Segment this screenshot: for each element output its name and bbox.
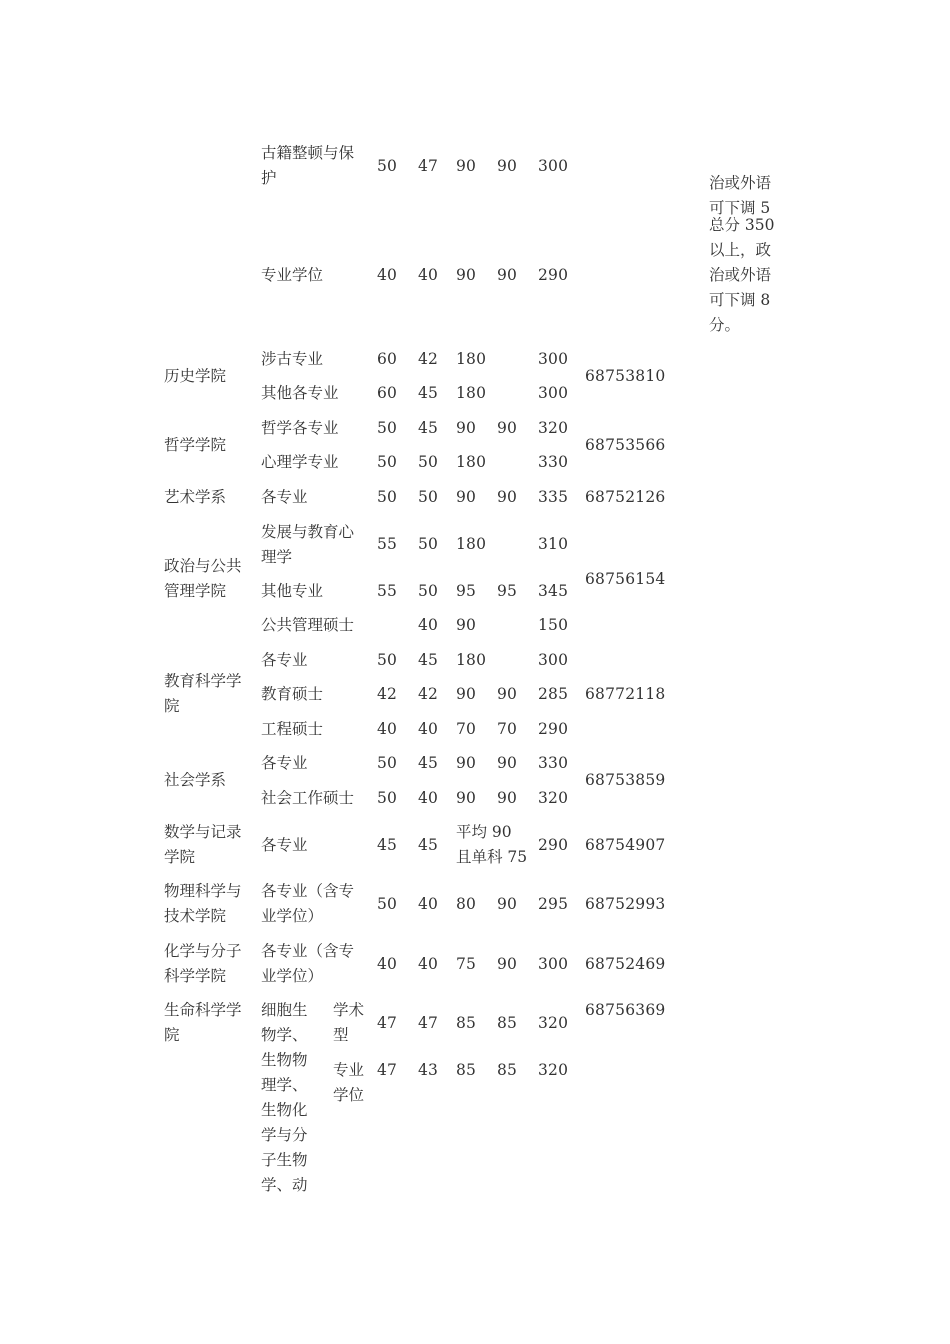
major-name: 学与分 xyxy=(261,1126,308,1144)
score-politics: 50 xyxy=(377,488,398,506)
major-name: 其他各专业 xyxy=(261,384,339,402)
score-subject-1: 90 xyxy=(456,616,477,634)
degree-type: 型 xyxy=(333,1026,349,1044)
score-total: 295 xyxy=(538,895,569,913)
department-phone: 68772118 xyxy=(585,685,666,703)
score-subject-1: 70 xyxy=(456,720,477,738)
department-name: 化学与分子 xyxy=(164,942,242,960)
score-total: 310 xyxy=(538,535,569,553)
department-name: 物理科学与 xyxy=(164,882,242,900)
score-politics: 55 xyxy=(377,535,398,553)
score-average-note: 平均 90 xyxy=(456,823,512,841)
degree-type: 专业 xyxy=(333,1061,365,1079)
department-name: 科学学院 xyxy=(164,967,227,985)
major-name: 古籍整顿与保 xyxy=(261,144,355,162)
major-name: 心理学专业 xyxy=(261,453,339,471)
score-total: 290 xyxy=(538,836,569,854)
department-phone: 68752469 xyxy=(585,955,666,973)
score-politics: 42 xyxy=(377,685,398,703)
major-name: 各专业 xyxy=(261,488,308,506)
score-subject-2: 90 xyxy=(497,895,518,913)
department-name: 历史学院 xyxy=(164,367,227,385)
score-foreign-language: 45 xyxy=(418,384,439,402)
score-total: 300 xyxy=(538,157,569,175)
department-phone: 68752993 xyxy=(585,895,666,913)
department-phone: 68756154 xyxy=(585,570,666,588)
note-text: 治或外语 xyxy=(709,174,772,192)
score-politics: 45 xyxy=(377,836,398,854)
major-name: 各专业（含专 xyxy=(261,942,355,960)
major-name: 各专业（含专 xyxy=(261,882,355,900)
department-name: 哲学学院 xyxy=(164,436,227,454)
department-name: 数学与记录 xyxy=(164,823,242,841)
score-subject-1: 80 xyxy=(456,895,477,913)
note-text: 治或外语 xyxy=(709,266,772,284)
score-subject-1: 90 xyxy=(456,789,477,807)
score-foreign-language: 47 xyxy=(418,1014,439,1032)
major-name: 专业学位 xyxy=(261,266,324,284)
score-politics: 40 xyxy=(377,720,398,738)
score-foreign-language: 43 xyxy=(418,1061,439,1079)
department-name: 学院 xyxy=(164,848,196,866)
score-foreign-language: 40 xyxy=(418,720,439,738)
major-name: 生物化 xyxy=(261,1101,308,1119)
score-total: 150 xyxy=(538,616,569,634)
score-total: 320 xyxy=(538,1014,569,1032)
score-average-note: 且单科 75 xyxy=(456,848,528,866)
score-foreign-language: 40 xyxy=(418,266,439,284)
score-total: 320 xyxy=(538,789,569,807)
department-phone: 68752126 xyxy=(585,488,666,506)
score-subject-2: 95 xyxy=(497,582,518,600)
major-name: 其他专业 xyxy=(261,582,324,600)
note-text: 以上，政 xyxy=(709,241,772,259)
score-subject-1: 85 xyxy=(456,1061,477,1079)
major-name: 工程硕士 xyxy=(261,720,324,738)
score-total: 290 xyxy=(538,720,569,738)
major-name: 哲学各专业 xyxy=(261,419,339,437)
score-total: 330 xyxy=(538,453,569,471)
score-subject-1: 90 xyxy=(456,685,477,703)
department-phone: 68753810 xyxy=(585,367,666,385)
score-subject-2: 85 xyxy=(497,1014,518,1032)
score-politics: 50 xyxy=(377,895,398,913)
major-name: 公共管理硕士 xyxy=(261,616,355,634)
score-subject-2: 85 xyxy=(497,1061,518,1079)
score-foreign-language: 40 xyxy=(418,895,439,913)
score-politics: 60 xyxy=(377,350,398,368)
score-total: 335 xyxy=(538,488,569,506)
score-foreign-language: 40 xyxy=(418,955,439,973)
score-foreign-language: 50 xyxy=(418,582,439,600)
score-foreign-language: 47 xyxy=(418,157,439,175)
score-subject-1: 180 xyxy=(456,384,487,402)
major-name: 子生物 xyxy=(261,1151,308,1169)
score-politics: 47 xyxy=(377,1014,398,1032)
score-total: 320 xyxy=(538,1061,569,1079)
degree-type: 学术 xyxy=(333,1001,365,1019)
department-name: 教育科学学 xyxy=(164,672,242,690)
score-subject-2: 90 xyxy=(497,685,518,703)
score-foreign-language: 45 xyxy=(418,651,439,669)
score-foreign-language: 42 xyxy=(418,685,439,703)
major-name: 细胞生 xyxy=(261,1001,308,1019)
degree-type: 学位 xyxy=(333,1086,365,1104)
department-phone: 68753566 xyxy=(585,436,666,454)
department-name: 政治与公共 xyxy=(164,557,242,575)
major-name: 各专业 xyxy=(261,754,308,772)
score-politics: 50 xyxy=(377,789,398,807)
score-politics: 40 xyxy=(377,266,398,284)
major-name: 业学位） xyxy=(261,967,324,985)
score-total: 285 xyxy=(538,685,569,703)
score-politics: 50 xyxy=(377,453,398,471)
department-name: 社会学系 xyxy=(164,771,227,789)
score-total: 300 xyxy=(538,651,569,669)
score-subject-2: 90 xyxy=(497,488,518,506)
score-foreign-language: 45 xyxy=(418,419,439,437)
note-text: 可下调 8 xyxy=(709,291,771,309)
score-subject-1: 85 xyxy=(456,1014,477,1032)
major-name: 理学、 xyxy=(261,1076,308,1094)
note-text: 分。 xyxy=(709,316,741,334)
score-total: 300 xyxy=(538,384,569,402)
department-name: 院 xyxy=(164,1026,180,1044)
department-phone: 68754907 xyxy=(585,836,666,854)
score-subject-1: 90 xyxy=(456,157,477,175)
major-name: 业学位） xyxy=(261,907,324,925)
score-subject-1: 95 xyxy=(456,582,477,600)
major-name: 发展与教育心 xyxy=(261,523,355,541)
score-foreign-language: 50 xyxy=(418,453,439,471)
score-subject-1: 180 xyxy=(456,453,487,471)
score-subject-2: 90 xyxy=(497,419,518,437)
score-politics: 60 xyxy=(377,384,398,402)
score-subject-2: 70 xyxy=(497,720,518,738)
department-name: 技术学院 xyxy=(164,907,227,925)
score-foreign-language: 50 xyxy=(418,535,439,553)
department-name: 管理学院 xyxy=(164,582,227,600)
note-text: 可下调 5 xyxy=(709,199,771,217)
major-name: 生物物 xyxy=(261,1051,308,1069)
score-subject-1: 90 xyxy=(456,488,477,506)
score-politics: 50 xyxy=(377,651,398,669)
major-name: 教育硕士 xyxy=(261,685,324,703)
note-text: 总分 350 xyxy=(709,216,775,234)
score-politics: 47 xyxy=(377,1061,398,1079)
score-politics: 50 xyxy=(377,754,398,772)
score-foreign-language: 40 xyxy=(418,789,439,807)
score-foreign-language: 42 xyxy=(418,350,439,368)
major-name: 学、动 xyxy=(261,1176,308,1194)
score-subject-2: 90 xyxy=(497,157,518,175)
score-politics: 50 xyxy=(377,419,398,437)
major-name: 各专业 xyxy=(261,836,308,854)
score-total: 300 xyxy=(538,955,569,973)
department-name: 生命科学学 xyxy=(164,1001,242,1019)
score-subject-1: 180 xyxy=(456,651,487,669)
score-politics: 40 xyxy=(377,955,398,973)
major-name: 各专业 xyxy=(261,651,308,669)
score-total: 330 xyxy=(538,754,569,772)
score-subject-1: 90 xyxy=(456,754,477,772)
major-name: 护 xyxy=(261,169,277,187)
major-name: 理学 xyxy=(261,548,293,566)
department-phone: 68753859 xyxy=(585,771,666,789)
score-subject-1: 180 xyxy=(456,350,487,368)
score-subject-2: 90 xyxy=(497,266,518,284)
score-politics: 50 xyxy=(377,157,398,175)
department-name: 院 xyxy=(164,697,180,715)
major-name: 涉古专业 xyxy=(261,350,324,368)
score-foreign-language: 45 xyxy=(418,754,439,772)
score-subject-2: 90 xyxy=(497,789,518,807)
score-subject-1: 90 xyxy=(456,266,477,284)
score-foreign-language: 40 xyxy=(418,616,439,634)
score-subject-1: 180 xyxy=(456,535,487,553)
score-foreign-language: 45 xyxy=(418,836,439,854)
score-foreign-language: 50 xyxy=(418,488,439,506)
score-total: 320 xyxy=(538,419,569,437)
score-total: 290 xyxy=(538,266,569,284)
score-subject-1: 90 xyxy=(456,419,477,437)
score-subject-2: 90 xyxy=(497,754,518,772)
major-name: 物学、 xyxy=(261,1026,308,1044)
score-total: 345 xyxy=(538,582,569,600)
score-subject-2: 90 xyxy=(497,955,518,973)
score-total: 300 xyxy=(538,350,569,368)
score-subject-1: 75 xyxy=(456,955,477,973)
score-politics: 55 xyxy=(377,582,398,600)
department-name: 艺术学系 xyxy=(164,488,227,506)
department-phone: 68756369 xyxy=(585,1001,666,1019)
major-name: 社会工作硕士 xyxy=(261,789,355,807)
